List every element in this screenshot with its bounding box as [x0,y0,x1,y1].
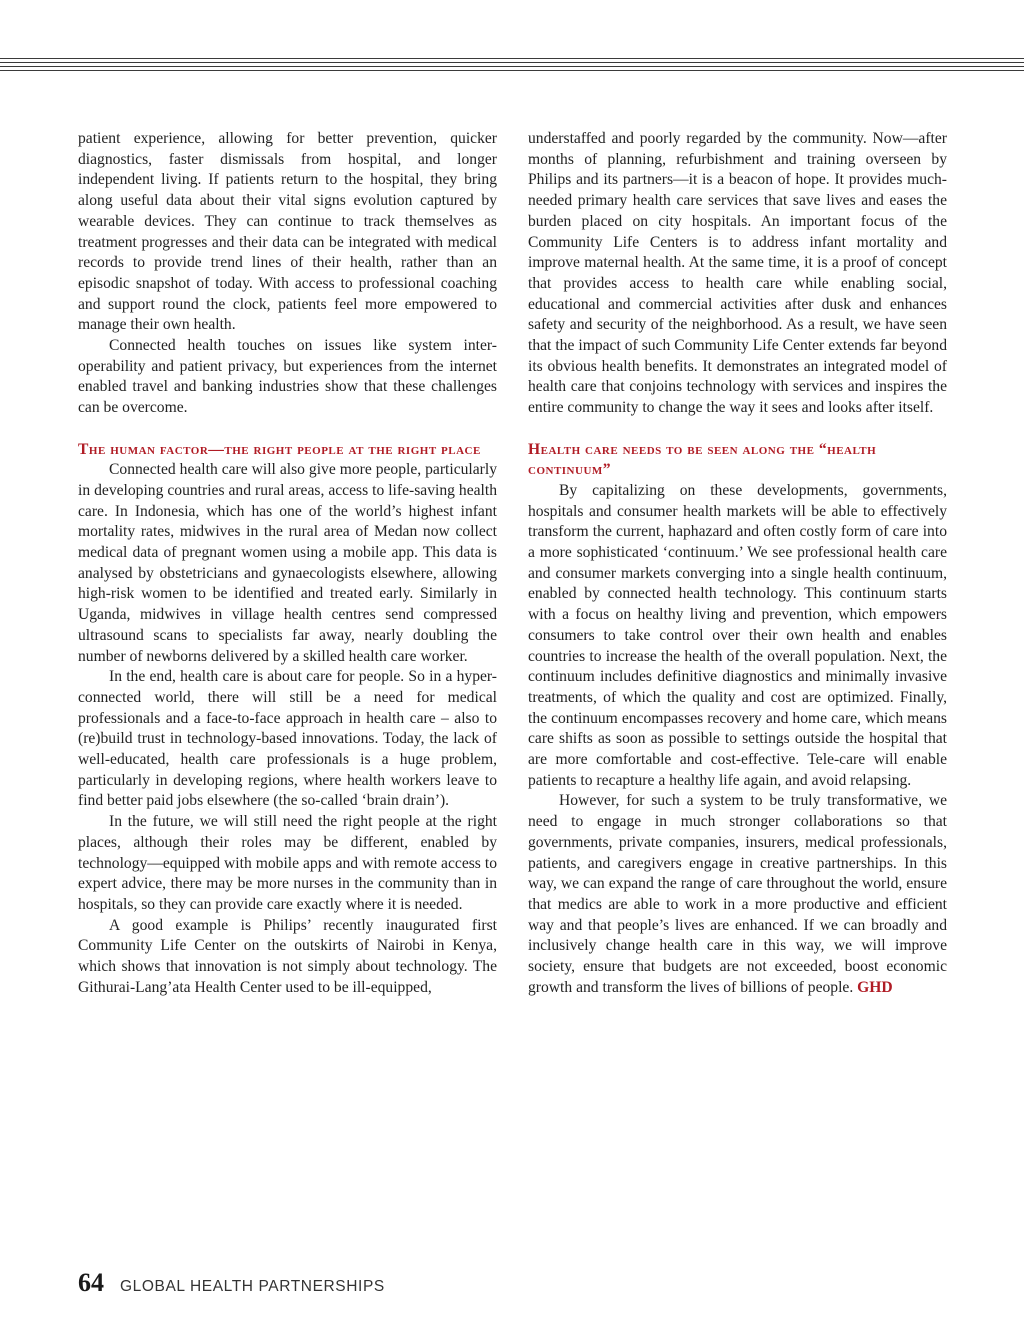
body-paragraph: A good example is Philips’ recently inaugurated first Community Life Center on the outskirts of Nairobi in Kenya, which shows that innovation is not simply about technology. The Githurai-Lang’ata Health Center used to be ill-equipped, [78,916,497,996]
body-paragraph: In the future, we will still need the right people at the right places, although their roles may be different, enabled by technology—equipped with mobile apps and with remote access to expert advice, there may be more nurses in the community than in hospitals, so they can provide care exactly where it is needed. [78,813,497,913]
right-column [528,129,947,999]
ghd-signoff: GHD [857,978,893,996]
page-footer [78,1268,385,1298]
body-paragraph: In the end, health care is about care for people. So in a hyper-connected world, there will still be a need for medical professionals and a face-to-face approach in health care – also to (re)build trust in technology-based innovations. Today, the lack of well-educated, health care professionals is a huge problem, particularly in developing regions, where health workers leave to find better paid jobs elsewhere (the so-called ‘brain drain’). [78,668,497,810]
body-paragraph: understaffed and poorly regarded by the community. Now—after months of planning, refurbishment and training overseen by Philips and its partners—it is a beacon of hope. It provides much-needed primary health care services that save lives and eases the burden placed on city hospitals. An important focus of the Community Life Centers is to address infant mortality and improve maternal health. At the same time, it is a proof of concept that provides access to health care while enabling social, educational and commercial activities after dusk and enhances safety and security of the neighborhood. As a result, we have seen that the impact of such Community Life Center extends far beyond its obvious health benefits. It demonstrates an integrated model of health care that conjoins technology with services and inspires the entire community to change the way it sees and looks after itself. [528,130,947,417]
closing-paragraph-text: However, for such a system to be truly transformative, we need to engage in much stronger collaborations so that governments, private companies, insurers, medical professionals, patients, and caregivers engage in creative partnerships. In this way, we can expand the range of care throughout the world, ensure that medics are able to work in a more productive and efficient way and that people’s lives are enhanced. If we can broadly and inclusively change health care in this way, we will improve society, ensure that budgets are not exceeded, boost economic growth and transform the lives of billions of people. [528,792,947,996]
body-paragraph: patient experience, allowing for better prevention, quicker diagnostics, faster dismissals from hospital, and longer independent living. If patients return to the hospital, they bring along useful data about their vital signs evolution captured by wearable devices. They can continue to track themselves as treatment progresses and their data can be integrated with medical records to provide trend lines of their health, rather than an episodic snapshot of today. With access to professional coaching and support round the clock, patients feel more empowered to manage their own health. [78,130,497,334]
publication-title: GLOBAL HEALTH PARTNERSHIPS [120,1278,385,1295]
header-rules [0,58,1024,74]
body-paragraph: Connected health touches on issues like system inter-operability and patient privacy, but experiences from the internet enabled travel and banking industries show that these challenges can be overcome. [78,337,497,417]
body-paragraph: By capitalizing on these developments, governments, hospitals and consumer health markets will be able to effectively transform the current, haphazard and often costly form of care into a more sophisticated ‘continuum.’ We see professional health care and consumer markets converging into a single health continuum, enabled by connected health technology. This continuum starts with a focus on healthy living and prevention, which empowers consumers to take control over their own health and enables countries to increase the health of the overall population. Next, the continuum includes definitive diagnostics and minimally invasive treatments, of which the quality and cost are optimized. Finally, the continuum encompasses recovery and home care, which means care shifts as soon as possible to settings outside the hospital that are more comfortable and cost-effective. Tele-care will enable patients to recapture a healthy life again, and avoid relapsing. [528,481,947,789]
left-column [78,129,497,999]
section-heading: Health care needs to be seen along the “health continuum” [528,440,877,479]
body-paragraph [528,791,947,998]
page-number: 64 [78,1268,104,1297]
section-heading: The human factor—the right people at the right place [78,440,481,458]
body-paragraph: Connected health care will also give more people, particularly in developing countries and rural areas, access to life-saving health care. In Indonesia, which has one of the world’s highest infant mortality rates, midwives in the rural area of Medan now collect medical data of pregnant women using a mobile app. This data is analysed by obstetricians and gynaecologists elsewhere, allowing high-risk women to be identified and treated early. Similarly in Uganda, midwives in village health centres send compressed ultrasound scans to specialists far away, nearly doubling the number of newborns delivered by a skilled health care worker. [78,461,497,665]
